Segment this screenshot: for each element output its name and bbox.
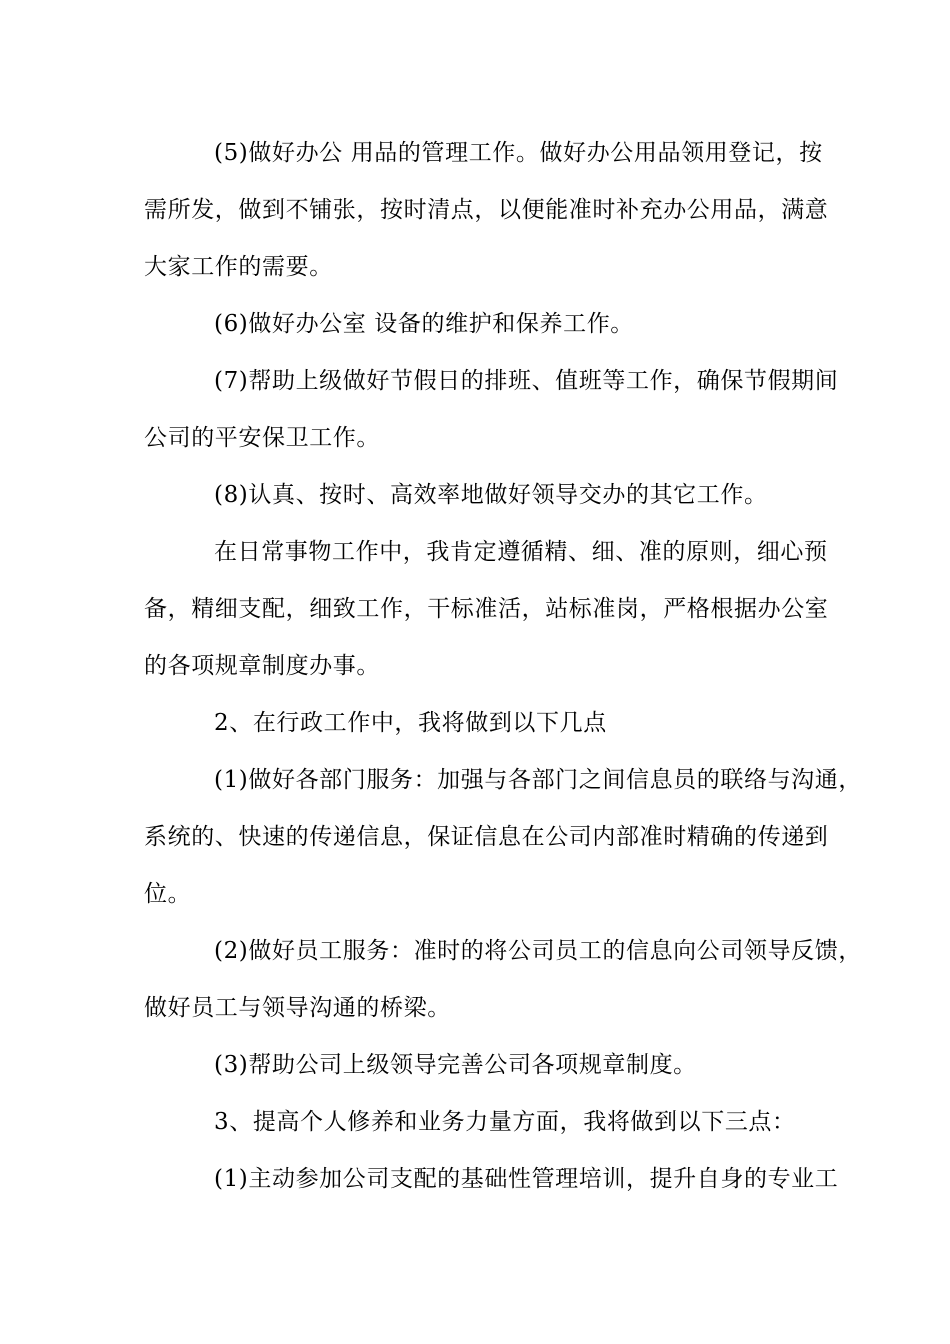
- text-line: (1)做好各部门服务：加强与各部门之间信息员的联络与沟通，: [214, 767, 862, 793]
- text-line: 在日常事物工作中，我肯定遵循精、细、准的原则，细心预: [214, 539, 828, 565]
- text-line: (5)做好办公 用品的管理工作。做好办公用品领用登记，按: [214, 140, 823, 166]
- text-line: (1)主动参加公司支配的基础性管理培训，提升自身的专业工: [214, 1166, 839, 1192]
- text-line: 位。: [144, 881, 192, 907]
- text-line: 系统的、快速的传递信息，保证信息在公司内部准时精确的传递到: [144, 824, 829, 850]
- text-line: 大家工作的需要。: [144, 254, 333, 280]
- text-line: 的各项规章制度办事。: [144, 653, 380, 679]
- text-line: 2、在行政工作中，我将做到以下几点: [214, 710, 607, 736]
- text-line: 备，精细支配，细致工作，干标准活，站标准岗，严格根据办公室: [144, 596, 829, 622]
- text-line: (7)帮助上级做好节假日的排班、值班等工作，确保节假期间: [214, 368, 839, 394]
- text-line: 做好员工与领导沟通的桥梁。: [144, 995, 451, 1021]
- text-line: 公司的平安保卫工作。: [144, 425, 380, 451]
- text-line: (8)认真、按时、高效率地做好领导交办的其它工作。: [214, 482, 768, 508]
- text-line: 3、提高个人修养和业务力量方面，我将做到以下三点：: [214, 1109, 796, 1135]
- text-line: (3)帮助公司上级领导完善公司各项规章制度。: [214, 1052, 697, 1078]
- text-line: 需所发，做到不铺张，按时清点，以便能准时补充办公用品，满意: [144, 197, 829, 223]
- text-line: (2)做好员工服务：准时的将公司员工的信息向公司领导反馈，: [214, 938, 862, 964]
- text-line: (6)做好办公室 设备的维护和保养工作。: [214, 311, 634, 337]
